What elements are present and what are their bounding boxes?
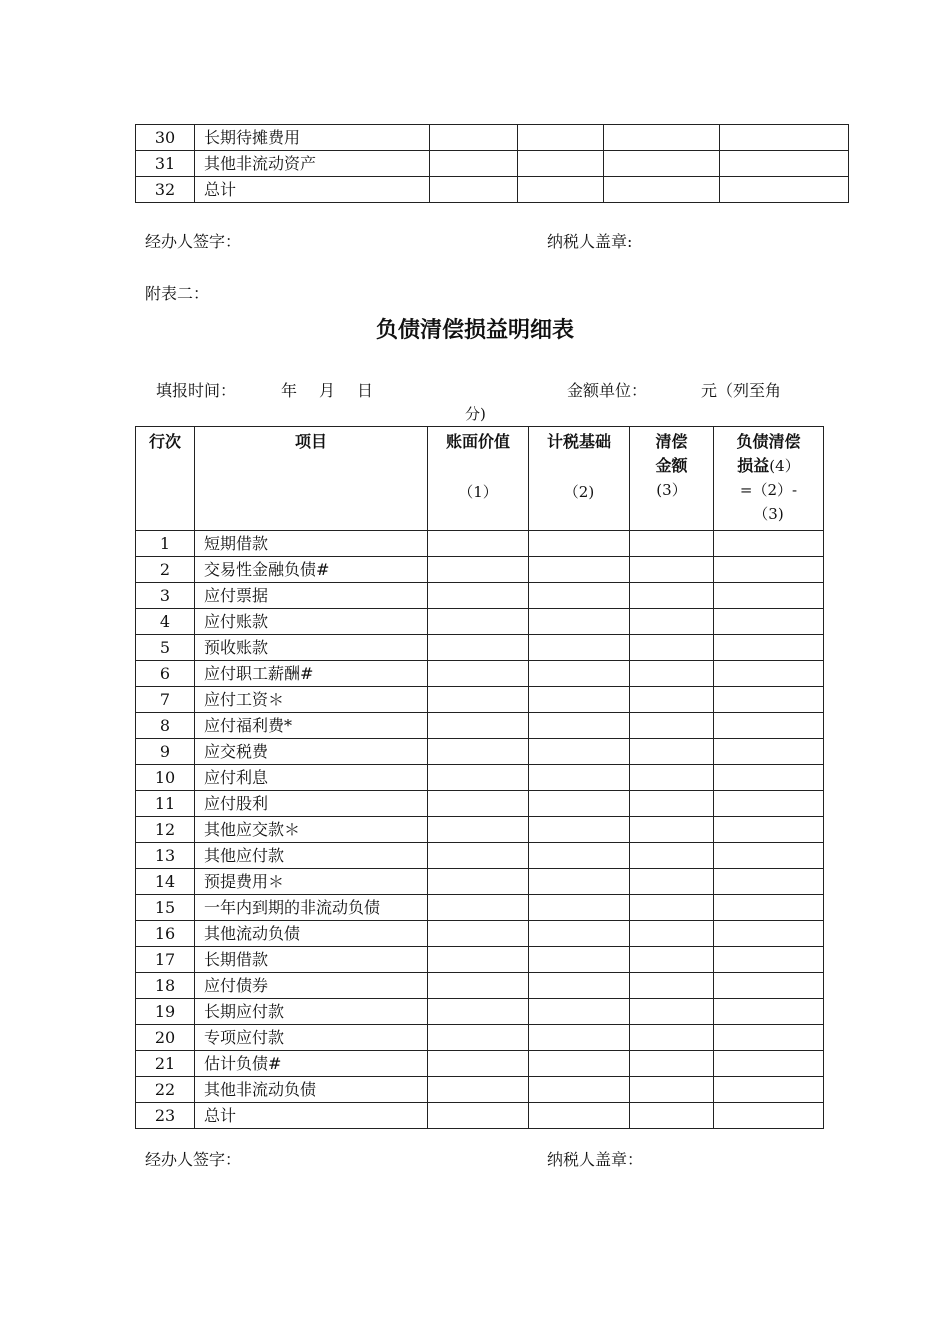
value-cell[interactable] [428,1103,529,1129]
table-row [136,791,824,817]
value-cell[interactable] [428,739,529,765]
row-number: 1 [136,531,195,557]
value-cell[interactable] [630,791,714,817]
value-cell[interactable] [428,635,529,661]
row-item: 长期借款 [195,947,428,973]
row-number: 20 [136,1025,195,1051]
header-gain-l2: 损益 [737,456,770,475]
value-cell[interactable] [714,583,824,609]
table-row [136,687,824,713]
value-cell[interactable] [714,947,824,973]
value-cell[interactable] [714,973,824,999]
value-cell[interactable] [714,1025,824,1051]
value-cell[interactable] [529,869,630,895]
header-tax-base [529,427,630,531]
value-cell[interactable] [428,895,529,921]
row-item: 交易性金融负债# [195,557,428,583]
value-cell[interactable] [630,1025,714,1051]
value-cell[interactable] [630,1077,714,1103]
value-cell[interactable] [529,635,630,661]
value-cell[interactable] [430,151,518,177]
value-cell[interactable] [604,125,720,151]
header-book-value [428,427,529,531]
row-item: 应付账款 [195,609,428,635]
value-cell[interactable] [714,557,824,583]
value-cell[interactable] [714,531,824,557]
value-cell[interactable] [428,583,529,609]
value-cell[interactable] [529,583,630,609]
table-row [136,739,824,765]
value-cell[interactable] [630,1051,714,1077]
value-cell[interactable] [630,895,714,921]
value-cell[interactable] [430,125,518,151]
row-number: 21 [136,1051,195,1077]
value-cell[interactable] [714,869,824,895]
table-row [136,1077,824,1103]
value-cell[interactable] [714,843,824,869]
value-cell[interactable] [428,765,529,791]
table-row [136,843,824,869]
value-cell[interactable] [720,125,849,151]
value-cell[interactable] [428,1077,529,1103]
value-cell[interactable] [529,1025,630,1051]
value-cell[interactable] [630,765,714,791]
table-row [136,713,824,739]
value-cell[interactable] [428,531,529,557]
value-cell[interactable] [604,177,720,203]
row-item: 短期借款 [195,531,428,557]
value-cell[interactable] [529,557,630,583]
table-row [136,765,824,791]
table-header-row [136,427,824,531]
value-cell[interactable] [529,895,630,921]
value-cell[interactable] [518,177,604,203]
row-number: 16 [136,921,195,947]
table-row [136,999,824,1025]
table-row [136,125,849,151]
header-book-value-label: 账面价值 [445,432,510,451]
value-cell[interactable] [714,687,824,713]
taxpayer-seal-label: 纳税人盖章: [547,232,633,251]
row-number: 9 [136,739,195,765]
value-cell[interactable] [630,869,714,895]
value-cell[interactable] [714,713,824,739]
row-number: 30 [136,125,195,151]
value-cell[interactable] [428,921,529,947]
value-cell[interactable] [714,739,824,765]
value-cell[interactable] [529,791,630,817]
value-cell[interactable] [430,177,518,203]
table-row [136,557,824,583]
table-row [136,1025,824,1051]
handler-signature-label: 经办人签字： [145,232,242,251]
value-cell[interactable] [428,843,529,869]
row-number: 13 [136,843,195,869]
table-row [136,921,824,947]
value-cell[interactable] [714,661,824,687]
row-number: 8 [136,713,195,739]
value-cell[interactable] [428,947,529,973]
value-cell[interactable] [529,713,630,739]
value-cell[interactable] [428,869,529,895]
fill-month-label: 月 [319,381,336,400]
table-row [136,869,824,895]
value-cell[interactable] [529,999,630,1025]
table-row [136,635,824,661]
value-cell[interactable] [630,557,714,583]
value-cell[interactable] [630,531,714,557]
value-cell[interactable] [714,817,824,843]
header-item: 项目 [195,427,428,531]
header-settlement-amount [630,427,714,531]
header-row-no: 行次 [136,427,195,531]
amount-unit-value-cont: 分) [465,405,486,423]
value-cell[interactable] [529,843,630,869]
row-number: 32 [136,177,195,203]
value-cell[interactable] [630,999,714,1025]
row-number: 4 [136,609,195,635]
appendix-label: 附表二： [145,284,210,303]
row-number: 10 [136,765,195,791]
value-cell[interactable] [428,1051,529,1077]
header-settlement-gain [714,427,824,531]
value-cell[interactable] [630,947,714,973]
row-item: 其他非流动资产 [195,151,430,177]
value-cell[interactable] [630,583,714,609]
table-row [136,947,824,973]
fill-time-label: 填报时间： [156,381,237,400]
fill-day-label: 日 [357,381,374,400]
table-row [136,973,824,999]
value-cell[interactable] [428,661,529,687]
value-cell[interactable] [428,791,529,817]
value-cell[interactable] [428,999,529,1025]
row-number: 2 [136,557,195,583]
value-cell[interactable] [630,713,714,739]
value-cell[interactable] [529,921,630,947]
value-cell[interactable] [714,609,824,635]
table-row [136,817,824,843]
row-number: 22 [136,1077,195,1103]
value-cell[interactable] [529,531,630,557]
row-number: 19 [136,999,195,1025]
value-cell[interactable] [630,843,714,869]
value-cell[interactable] [529,687,630,713]
value-cell[interactable] [529,765,630,791]
row-item: 应付利息 [195,765,428,791]
page-title: 负债清偿损益明细表 [375,318,574,343]
header-gain-formula: =（2）- [739,481,798,499]
amount-unit-value: 元（列至角 [701,381,782,400]
amount-unit-label: 金额单位： [567,381,648,400]
value-cell[interactable] [428,687,529,713]
row-item: 预提费用＊ [195,869,428,895]
row-number: 12 [136,817,195,843]
row-item: 总计 [195,1103,428,1129]
row-item: 预收账款 [195,635,428,661]
value-cell[interactable] [529,1103,630,1129]
value-cell[interactable] [428,557,529,583]
row-item: 其他应交款＊ [195,817,428,843]
handler-signature-label-2: 经办人签字： [145,1150,242,1169]
value-cell[interactable] [428,609,529,635]
value-cell[interactable] [720,177,849,203]
taxpayer-seal-label-2: 纳税人盖章： [547,1150,644,1169]
table-row [136,895,824,921]
value-cell[interactable] [428,1025,529,1051]
value-cell[interactable] [630,635,714,661]
row-number: 31 [136,151,195,177]
value-cell[interactable] [714,635,824,661]
value-cell[interactable] [630,739,714,765]
header-tax-base-sub: （2) [563,483,595,501]
header-settlement-l1: 清偿 [655,432,688,451]
row-item: 应付票据 [195,583,428,609]
row-item: 长期待摊费用 [195,125,430,151]
row-number: 18 [136,973,195,999]
row-item: 一年内到期的非流动负债 [195,895,428,921]
value-cell[interactable] [714,765,824,791]
row-number: 14 [136,869,195,895]
row-number: 11 [136,791,195,817]
value-cell[interactable] [630,661,714,687]
fill-year-label: 年 [281,381,298,400]
value-cell[interactable] [714,921,824,947]
value-cell[interactable] [529,739,630,765]
value-cell[interactable] [714,791,824,817]
row-number: 23 [136,1103,195,1129]
table-row [136,609,824,635]
header-gain-l1: 负债清偿 [736,432,801,451]
value-cell[interactable] [529,609,630,635]
value-cell[interactable] [630,817,714,843]
row-item: 长期应付款 [195,999,428,1025]
value-cell[interactable] [630,1103,714,1129]
row-number: 5 [136,635,195,661]
row-item: 应交税费 [195,739,428,765]
row-item: 其他应付款 [195,843,428,869]
value-cell[interactable] [630,921,714,947]
value-cell[interactable] [630,687,714,713]
value-cell[interactable] [518,125,604,151]
value-cell[interactable] [720,151,849,177]
table-row [136,661,824,687]
value-cell[interactable] [604,151,720,177]
value-cell[interactable] [714,1051,824,1077]
value-cell[interactable] [518,151,604,177]
row-item: 总计 [195,177,430,203]
value-cell[interactable] [428,713,529,739]
row-item: 其他非流动负债 [195,1077,428,1103]
value-cell[interactable] [529,817,630,843]
top-continuation-table [135,124,849,203]
row-item: 应付职工薪酬# [195,661,428,687]
table-row [136,151,849,177]
header-gain-l2-sub: (4） [769,457,800,475]
row-item: 其他流动负债 [195,921,428,947]
liability-settlement-table [135,426,824,1129]
value-cell[interactable] [529,947,630,973]
value-cell[interactable] [428,973,529,999]
row-item: 专项应付款 [195,1025,428,1051]
table-row [136,531,824,557]
row-item: 应付工资＊ [195,687,428,713]
value-cell[interactable] [529,973,630,999]
value-cell[interactable] [529,661,630,687]
row-number: 15 [136,895,195,921]
value-cell[interactable] [714,999,824,1025]
value-cell[interactable] [630,973,714,999]
table-row [136,1051,824,1077]
value-cell[interactable] [630,609,714,635]
value-cell[interactable] [714,1077,824,1103]
header-book-value-sub: （1） [458,483,498,501]
row-item: 估计负债# [195,1051,428,1077]
value-cell[interactable] [714,895,824,921]
row-item: 应付股利 [195,791,428,817]
value-cell[interactable] [428,817,529,843]
header-tax-base-label: 计税基础 [546,432,611,451]
table-row [136,177,849,203]
table-row [136,1103,824,1129]
row-number: 7 [136,687,195,713]
header-settlement-l2: 金额 [655,456,688,475]
row-number: 3 [136,583,195,609]
value-cell[interactable] [529,1051,630,1077]
value-cell[interactable] [714,1103,824,1129]
value-cell[interactable] [529,1077,630,1103]
row-number: 17 [136,947,195,973]
row-number: 6 [136,661,195,687]
row-item: 应付债券 [195,973,428,999]
header-settlement-sub: (3） [656,481,687,499]
table-row [136,583,824,609]
row-item: 应付福利费* [195,713,428,739]
header-gain-formula-2: （3) [753,505,784,523]
